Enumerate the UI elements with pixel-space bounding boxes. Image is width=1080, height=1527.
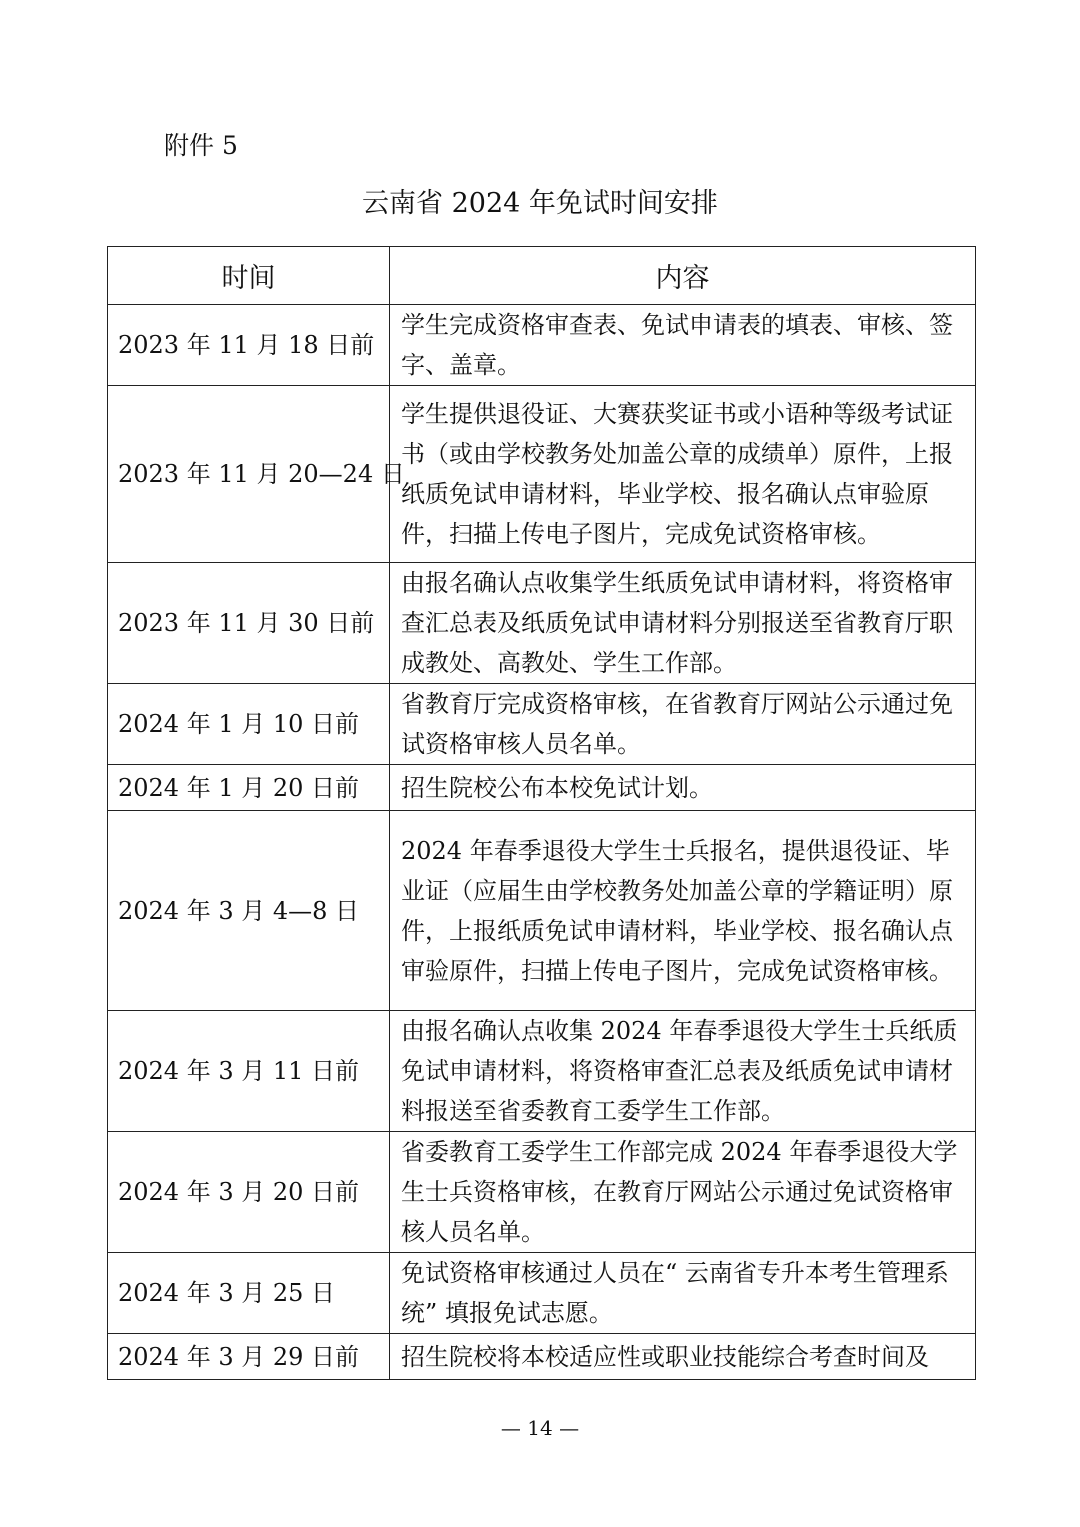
schedule-table [107,246,976,1380]
header-content: 内容 [390,247,976,305]
row-time: 2024 年 3 月 29 日前 [108,1334,390,1380]
row-content: 省委教育工委学生工作部完成 2024 年春季退役大学生士兵资格审核，在教育厅网站公示通过免试资格审核人员名单。 [390,1132,976,1253]
table-row [108,1334,976,1380]
row-content: 招生院校公布本校免试计划。 [390,765,976,811]
document-title: 云南省 2024 年免试时间安排 [362,188,718,219]
row-time: 2024 年 3 月 25 日 [108,1253,390,1334]
row-time: 2024 年 1 月 20 日前 [108,765,390,811]
row-time: 2024 年 1 月 10 日前 [108,684,390,765]
table-row [108,1253,976,1334]
row-time: 2023 年 11 月 30 日前 [108,563,390,684]
row-time: 2024 年 3 月 11 日前 [108,1011,390,1132]
row-content: 免试资格审核通过人员在“ 云南省专升本考生管理系统” 填报免试志愿。 [390,1253,976,1334]
header-time: 时间 [108,247,390,305]
table-row [108,765,976,811]
table-row [108,684,976,765]
table-row [108,386,976,563]
table-row [108,811,976,1011]
table-row [108,305,976,386]
row-time: 2024 年 3 月 20 日前 [108,1132,390,1253]
row-content: 省教育厅完成资格审核，在省教育厅网站公示通过免试资格审核人员名单。 [390,684,976,765]
row-time: 2023 年 11 月 18 日前 [108,305,390,386]
row-time: 2024 年 3 月 4—8 日 [108,811,390,1011]
row-content: 2024 年春季退役大学生士兵报名，提供退役证、毕业证（应届生由学校教务处加盖公章的学籍证明）原件，上报纸质免试申请材料，毕业学校、报名确认点审验原件，扫描上传电子图片，完成免试资格审核。 [390,811,976,1011]
row-content: 学生完成资格审查表、免试申请表的填表、审核、签字、盖章。 [390,305,976,386]
row-content: 学生提供退役证、大赛获奖证书或小语种等级考试证书（或由学校教务处加盖公章的成绩单）原件，上报纸质免试申请材料，毕业学校、报名确认点审验原件，扫描上传电子图片，完成免试资格审核。 [390,386,976,563]
row-content: 由报名确认点收集学生纸质免试申请材料，将资格审查汇总表及纸质免试申请材料分别报送至省教育厅职成教处、高教处、学生工作部。 [390,563,976,684]
table-row [108,1132,976,1253]
page-number: — 14 — [500,1416,580,1440]
row-content: 招生院校将本校适应性或职业技能综合考查时间及 [390,1334,976,1380]
table-header-row [108,247,976,305]
table-row [108,563,976,684]
attachment-label: 附件 5 [164,131,238,160]
row-content: 由报名确认点收集 2024 年春季退役大学生士兵纸质免试申请材料，将资格审查汇总表及纸质免试申请材料报送至省委教育工委学生工作部。 [390,1011,976,1132]
table-row [108,1011,976,1132]
row-time: 2023 年 11 月 20—24 日 [108,386,390,563]
